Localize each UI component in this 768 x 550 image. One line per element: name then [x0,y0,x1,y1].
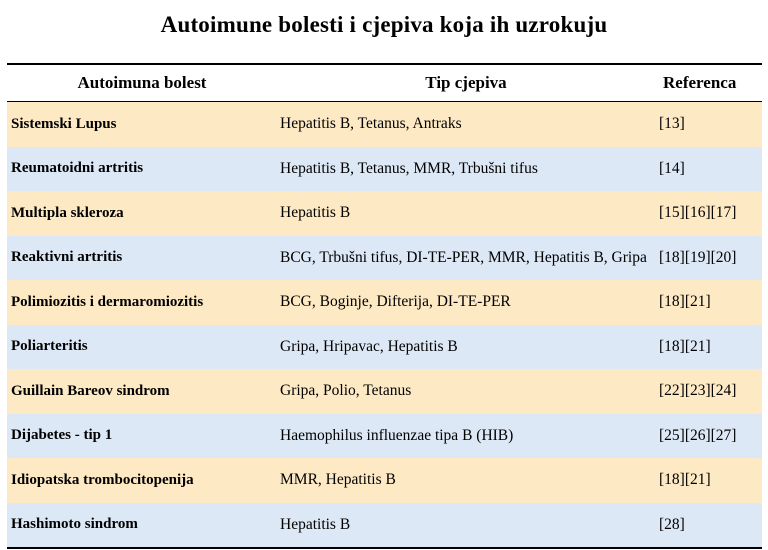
cell-reference: [18][19][20] [659,248,737,266]
cell-reference: [18][21] [659,471,711,489]
table-row [7,414,762,459]
table-row [7,458,762,503]
cell-disease: Guillain Bareov sindrom [11,382,170,399]
cell-disease: Poliarteritis [11,338,88,355]
cell-vaccine: Hepatitis B [280,515,351,533]
cell-vaccine: Gripa, Hripavac, Hepatitis B [280,337,458,355]
cell-reference: [25][26][27] [659,426,737,444]
table-row [7,325,762,370]
cell-disease: Reaktivni artritis [11,249,123,266]
table-row [7,147,762,192]
cell-disease: Multipla skleroza [11,204,124,221]
table-header-row [7,65,762,102]
cell-disease: Idiopatska trombocitopenija [11,471,194,488]
column-header-reference: Referenca [663,73,737,92]
cell-reference: [18][21] [659,337,711,355]
cell-reference: [28] [659,515,685,533]
cell-vaccine: Hepatitis B, Tetanus, Antraks [280,115,462,133]
cell-reference: [22][23][24] [659,382,737,400]
table-row [7,102,762,147]
table-row [7,280,762,325]
page-title: Autoimune bolesti i cjepiva koja ih uzrokuju [160,12,608,37]
table-row [7,191,762,236]
cell-vaccine: BCG, Trbušni tifus, DI-TE-PER, MMR, Hepatitis B, Gripa [280,248,647,266]
cell-vaccine: MMR, Hepatitis B [280,471,396,489]
cell-vaccine: BCG, Boginje, Difterija, DI-TE-PER [280,293,511,311]
cell-vaccine: Hepatitis B [280,204,351,222]
cell-reference: [14] [659,159,685,177]
table-row [7,503,762,550]
cell-reference: [18][21] [659,293,711,311]
column-header-disease: Autoimuna bolest [77,73,207,92]
cell-disease: Dijabetes - tip 1 [11,427,113,444]
cell-disease: Polimiozitis i dermaromiozitis [11,293,204,310]
cell-reference: [15][16][17] [659,204,737,222]
table-row [7,236,762,281]
cell-vaccine: Gripa, Polio, Tetanus [280,382,412,400]
cell-reference: [13] [659,115,685,133]
column-header-vaccine: Tip cjepiva [425,72,507,92]
cell-disease: Reumatoidni artritis [11,160,144,177]
cell-vaccine: Hepatitis B, Tetanus, MMR, Trbušni tifus [280,159,538,177]
cell-disease: Sistemski Lupus [11,115,117,132]
table-row [7,369,762,414]
cell-vaccine: Haemophilus influenzae tipa B (HIB) [280,426,514,444]
disease-vaccine-table [7,63,762,549]
cell-disease: Hashimoto sindrom [11,516,138,533]
